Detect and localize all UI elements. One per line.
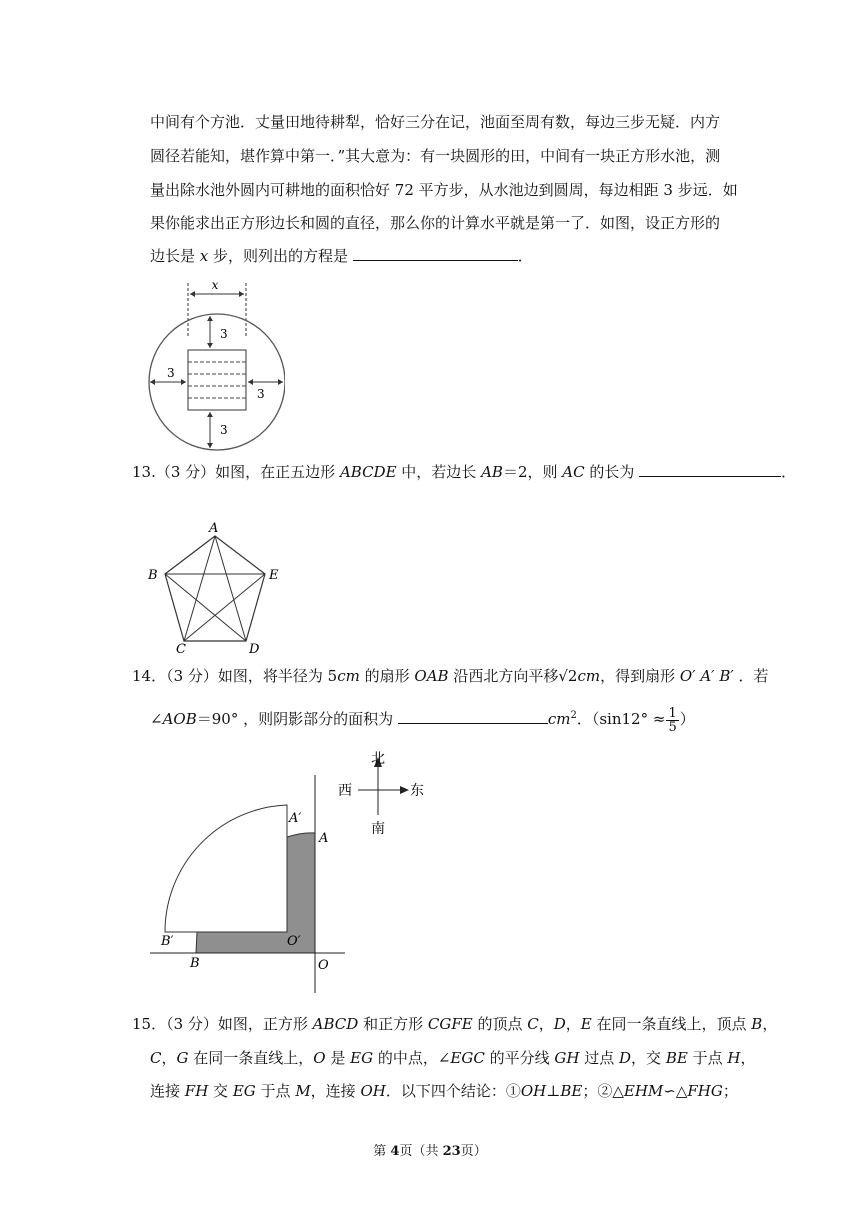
q12-three-bottom: 3 — [220, 423, 228, 437]
q12-three-top: 3 — [220, 327, 228, 341]
q14-label-a-prime: A′ — [289, 811, 302, 826]
q13-label-c: C — [176, 642, 186, 656]
q14-line-2: ∠AOB＝90° ，则阴影部分的面积为 $cm^2$．（sin12° ≈ $\frac{1}{5}$ ） — [150, 705, 695, 735]
q14-label-a: A — [319, 831, 329, 846]
q13-text: 13.（3 分）如图，在正五边形 ABCDE 中，若边长 AB＝2，则 AC 的长为 ． — [132, 463, 797, 481]
q13-pentagon-figure — [140, 516, 290, 656]
q12-figure — [145, 278, 285, 453]
q12-line-5: 边长是 x 步，则列出的方程是 ． — [150, 247, 533, 265]
q15-line-2: C，G 在同一条直线上，O 是 EG 的中点，∠EGC 的平分线 GH 过点 D，交 BE 于点 H， — [150, 1049, 756, 1067]
q13-label-d: D — [249, 642, 260, 656]
q15-line-1: 15．（3 分）如图，正方形 ABCD 和正方形 CGFE 的顶点 C，D，E 在同一条直线上，顶点 B， — [132, 1015, 778, 1033]
q12-line-3: 量出除水池外圆内可耕地的面积恰好 72 平方步，从水池边到圆周，每边相距 3 步远．如 — [150, 181, 738, 199]
q14-label-o-prime: O′ — [287, 934, 301, 949]
q14-figure — [145, 745, 445, 995]
q12-line-1: 中间有个方池．丈量田地待耕犁，恰好三分在记，池面至周有数，每边三步无疑．内方 — [150, 113, 721, 131]
compass-east: 东 — [410, 783, 424, 799]
q12-x-label: x — [211, 278, 219, 292]
q12-line-2: 圆径若能知，堪作算中第一．”其大意为：有一块圆形的田，中间有一块正方形水池，测 — [150, 147, 721, 165]
compass-north: 北 — [371, 751, 385, 767]
q14-answer-blank[interactable] — [398, 709, 548, 724]
q13-label-e: E — [269, 568, 279, 583]
q13-answer-blank[interactable] — [639, 462, 781, 477]
q14-label-b: B — [190, 956, 200, 971]
q15-line-3: 连接 FH 交 EG 于点 M，连接 OH．以下四个结论：①OH⊥BE；②△EHM∽△FHG； — [150, 1082, 738, 1100]
q12-line-4: 果你能求出正方形边长和圆的直径，那么你的计算水平就是第一了．如图，设正方形的 — [150, 214, 721, 232]
q14-label-b-prime: B′ — [161, 934, 174, 949]
page-footer: 第 4页（共 23页） — [373, 1144, 487, 1159]
q14-fraction: $\frac{1}{5}$ — [668, 705, 677, 735]
q12-answer-blank[interactable] — [353, 246, 518, 261]
q12-three-left: 3 — [167, 366, 175, 380]
compass-west: 西 — [338, 783, 352, 799]
q12-three-right: 3 — [257, 387, 265, 401]
q13-label-a: A — [209, 521, 219, 536]
q14-line-1: 14．（3 分）如图，将半径为 5cm 的扇形 OAB 沿西北方向平移√2cm，得到扇形 O′ A′ B′ ．若 — [132, 667, 769, 685]
q13-label-b: B — [148, 568, 158, 583]
q14-label-o: O — [318, 958, 329, 973]
compass-south: 南 — [371, 821, 385, 837]
